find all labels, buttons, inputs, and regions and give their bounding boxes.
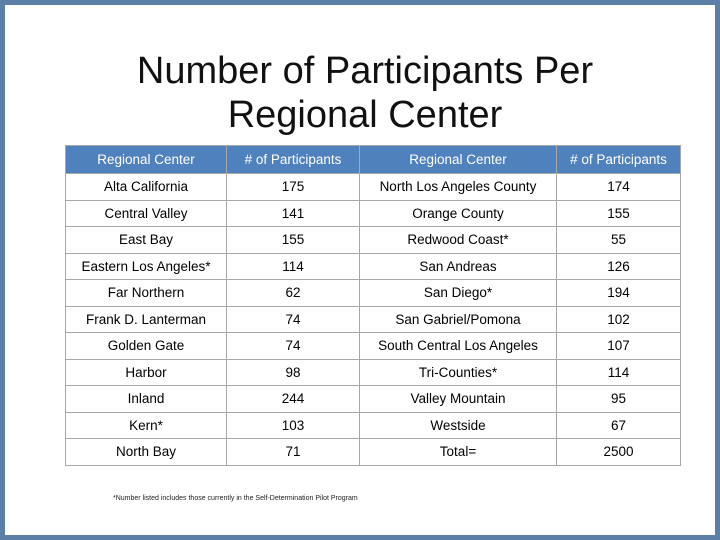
cell-regional-center: Redwood Coast*	[360, 227, 557, 254]
cell-regional-center: Eastern Los Angeles*	[66, 253, 227, 280]
cell-regional-center: Inland	[66, 386, 227, 413]
cell-participants: 95	[557, 386, 681, 413]
cell-participants: 102	[557, 306, 681, 333]
cell-regional-center: Central Valley	[66, 200, 227, 227]
header-participants-2: # of Participants	[557, 146, 681, 174]
participants-table	[65, 145, 681, 466]
cell-regional-center: San Diego*	[360, 280, 557, 307]
cell-regional-center: East Bay	[66, 227, 227, 254]
cell-participants: 126	[557, 253, 681, 280]
cell-participants: 174	[557, 174, 681, 201]
table-row	[66, 253, 681, 280]
cell-participants: 74	[227, 306, 360, 333]
cell-regional-center: Total=	[360, 439, 557, 466]
cell-participants: 155	[227, 227, 360, 254]
cell-participants: 114	[557, 359, 681, 386]
cell-regional-center: Valley Mountain	[360, 386, 557, 413]
slide-title	[5, 49, 720, 137]
footnote: *Number listed includes those currently in the Self-Determination Pilot Program	[113, 495, 358, 502]
table-header-row	[66, 146, 681, 174]
cell-regional-center: Harbor	[66, 359, 227, 386]
cell-participants: 55	[557, 227, 681, 254]
cell-regional-center: Tri-Counties*	[360, 359, 557, 386]
table-body	[66, 174, 681, 466]
table-row	[66, 227, 681, 254]
cell-regional-center: Kern*	[66, 412, 227, 439]
table-row	[66, 200, 681, 227]
cell-regional-center: San Andreas	[360, 253, 557, 280]
cell-participants: 2500	[557, 439, 681, 466]
table-row	[66, 412, 681, 439]
table-row	[66, 386, 681, 413]
cell-participants: 141	[227, 200, 360, 227]
cell-participants: 71	[227, 439, 360, 466]
cell-regional-center: North Bay	[66, 439, 227, 466]
cell-regional-center: Golden Gate	[66, 333, 227, 360]
table-row	[66, 359, 681, 386]
cell-regional-center: San Gabriel/Pomona	[360, 306, 557, 333]
cell-participants: 114	[227, 253, 360, 280]
cell-participants: 244	[227, 386, 360, 413]
cell-participants: 194	[557, 280, 681, 307]
cell-regional-center: Orange County	[360, 200, 557, 227]
cell-participants: 175	[227, 174, 360, 201]
header-regional-center-2: Regional Center	[360, 146, 557, 174]
table-row	[66, 306, 681, 333]
header-participants-1: # of Participants	[227, 146, 360, 174]
cell-participants: 74	[227, 333, 360, 360]
table-row	[66, 439, 681, 466]
cell-regional-center: Westside	[360, 412, 557, 439]
title-line-1: Number of Participants Per	[136, 50, 594, 92]
cell-participants: 103	[227, 412, 360, 439]
title-line-2: Regional Center	[227, 94, 503, 136]
cell-regional-center: South Central Los Angeles	[360, 333, 557, 360]
cell-regional-center: North Los Angeles County	[360, 174, 557, 201]
cell-participants: 107	[557, 333, 681, 360]
table-row	[66, 174, 681, 201]
cell-regional-center: Alta California	[66, 174, 227, 201]
cell-participants: 155	[557, 200, 681, 227]
cell-regional-center: Frank D. Lanterman	[66, 306, 227, 333]
cell-participants: 98	[227, 359, 360, 386]
header-regional-center-1: Regional Center	[66, 146, 227, 174]
table-row	[66, 333, 681, 360]
cell-participants: 62	[227, 280, 360, 307]
cell-participants: 67	[557, 412, 681, 439]
table-row	[66, 280, 681, 307]
cell-regional-center: Far Northern	[66, 280, 227, 307]
